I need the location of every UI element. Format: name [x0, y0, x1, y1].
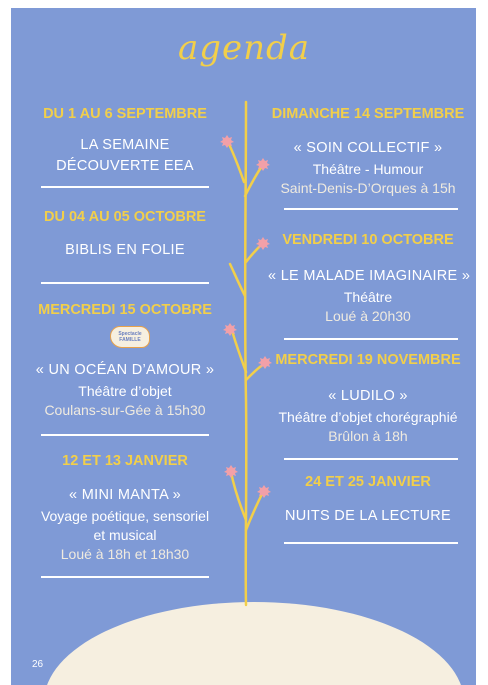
- event-date: 12 ET 13 JANVIER: [62, 453, 188, 469]
- event-title: « UN OCÉAN D’AMOUR »: [35, 362, 215, 378]
- flower-icon: [223, 323, 237, 336]
- family-show-badge: Spectacle FAMILLE: [110, 326, 150, 348]
- event-title: BIBLIS EN FOLIE: [65, 242, 185, 258]
- divider: [284, 208, 458, 210]
- event-title: DÉCOUVERTE EEA: [56, 158, 194, 174]
- divider: [41, 434, 209, 436]
- event-type: Voyage poétique, sensoriel: [40, 508, 210, 524]
- event-location: Loué à 20h30: [325, 308, 411, 324]
- page-number: 26: [32, 659, 44, 670]
- event-type: Théâtre: [343, 289, 393, 305]
- divider: [41, 282, 209, 284]
- event-type: Théâtre d’objet: [78, 383, 172, 399]
- event-date: 24 ET 25 JANVIER: [305, 474, 431, 490]
- event-date: VENDREDI 10 OCTOBRE: [282, 232, 454, 248]
- event-date: DIMANCHE 14 SEPTEMBRE: [271, 106, 465, 122]
- flower-icon: [220, 135, 234, 148]
- event-title: LA SEMAINE: [80, 137, 170, 153]
- divider: [284, 338, 458, 340]
- event-title: « LUDILO »: [328, 388, 408, 404]
- page-title: agenda: [177, 28, 311, 68]
- right-column: [268, 0, 471, 685]
- event-title: « MINI MANTA »: [69, 487, 181, 503]
- event-date: MERCREDI 15 OCTOBRE: [38, 302, 212, 318]
- event-title: « SOIN COLLECTIF »: [293, 140, 443, 156]
- event-type: et musical: [93, 527, 157, 543]
- flower-icon: [224, 465, 238, 478]
- event-location: Coulans-sur-Gée à 15h30: [44, 402, 206, 418]
- divider: [284, 458, 458, 460]
- divider: [41, 576, 209, 578]
- event-date: MERCREDI 19 NOVEMBRE: [275, 352, 461, 368]
- event-location: Loué à 18h et 18h30: [60, 546, 190, 562]
- event-date: DU 1 AU 6 SEPTEMBRE: [43, 106, 207, 122]
- event-title: « LE MALADE IMAGINAIRE »: [268, 268, 471, 284]
- divider: [284, 542, 458, 544]
- divider: [41, 186, 209, 188]
- event-type: Théâtre d’objet chorégraphié: [278, 409, 458, 425]
- event-location: Saint-Denis-D’Orques à 15h: [280, 180, 456, 196]
- event-type: Théâtre - Humour: [312, 161, 424, 177]
- event-date: DU 04 AU 05 OCTOBRE: [44, 209, 206, 225]
- event-location: Brûlon à 18h: [328, 428, 408, 444]
- event-title: NUITS DE LA LECTURE: [284, 508, 452, 524]
